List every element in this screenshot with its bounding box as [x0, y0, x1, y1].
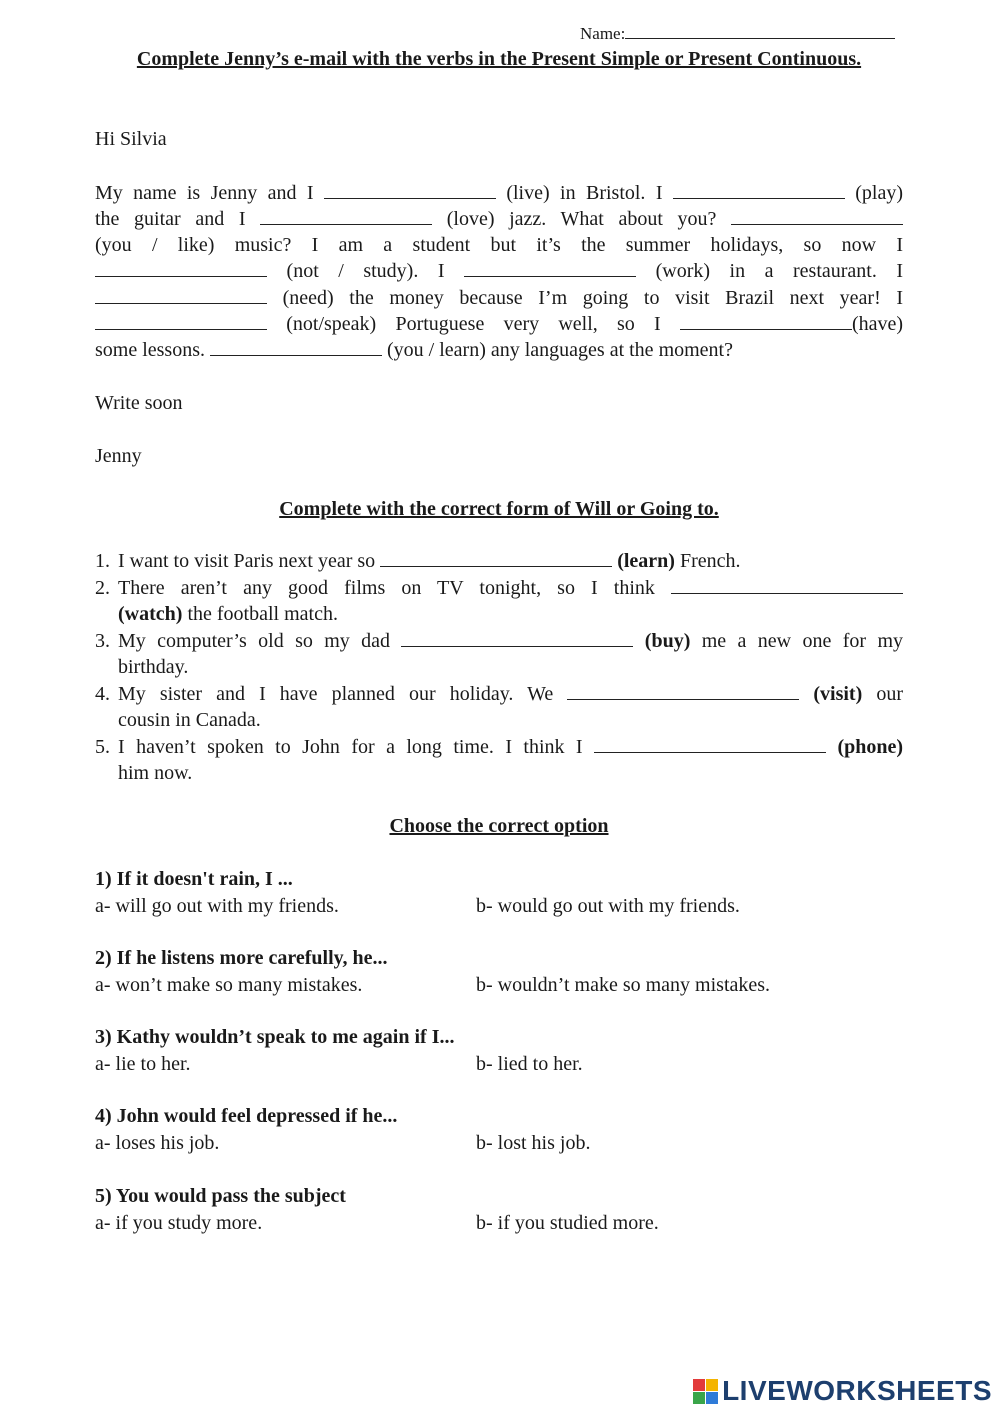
option-4a[interactable]: a- loses his job.	[95, 1132, 220, 1154]
text: (not / study). I	[286, 260, 445, 282]
logo-square	[706, 1379, 718, 1391]
text: our	[876, 683, 903, 705]
blank-work[interactable]	[464, 258, 636, 277]
verb-hint: (visit)	[813, 683, 863, 705]
email-line-2	[95, 206, 903, 232]
blank-you-like[interactable]	[731, 206, 903, 225]
text: him now.	[118, 762, 193, 784]
option-3b[interactable]: b- lied to her.	[476, 1053, 583, 1075]
item-number: 5.	[95, 736, 110, 758]
blank-phone[interactable]	[594, 734, 826, 753]
text: (love) jazz. What about you?	[446, 208, 717, 230]
option-2a[interactable]: a- won’t make so many mistakes.	[95, 974, 363, 996]
option-4b[interactable]: b- lost his job.	[476, 1132, 591, 1154]
text: the guitar and I	[95, 208, 246, 230]
text: French.	[679, 550, 741, 572]
question-2: 2) If he listens more carefully, he...	[95, 947, 388, 969]
blank-learn[interactable]	[380, 548, 612, 567]
blank-you-learn[interactable]	[210, 337, 382, 356]
blank-need[interactable]	[95, 285, 267, 304]
verb-hint: (watch)	[118, 603, 183, 625]
blank-not-study[interactable]	[95, 258, 267, 277]
verb-hint: (buy)	[644, 630, 691, 652]
blank-visit[interactable]	[567, 681, 799, 700]
text: (you / like) music? I am a student but it’s the summer holidays, so now I	[95, 234, 903, 256]
item-number: 4.	[95, 683, 110, 705]
logo-square	[693, 1392, 705, 1404]
text: I want to visit Paris next year so	[118, 550, 376, 572]
logo-square	[693, 1379, 705, 1391]
blank-not-speak[interactable]	[95, 311, 267, 330]
text: birthday.	[118, 656, 189, 678]
email-line-1	[95, 180, 903, 206]
question-5: 5) You would pass the subject	[95, 1185, 346, 1207]
option-2b[interactable]: b- wouldn’t make so many mistakes.	[476, 974, 771, 996]
text: (not/speak) Portuguese very well, so I	[286, 313, 661, 335]
text: I haven’t spoken to John for a long time. I think I	[118, 736, 583, 758]
text: the football match.	[187, 603, 338, 625]
name-field	[580, 22, 895, 44]
closing: Write soon	[95, 392, 183, 414]
email-line-4	[95, 258, 903, 284]
verb-hint: (phone)	[837, 736, 904, 758]
will-item-5	[95, 734, 903, 786]
email-line-6	[95, 311, 903, 337]
item-number: 2.	[95, 577, 110, 599]
option-3a[interactable]: a- lie to her.	[95, 1053, 191, 1075]
section3-title: Choose the correct option	[389, 815, 609, 837]
email-line-5	[95, 285, 903, 311]
text: some lessons.	[95, 339, 205, 361]
logo-square	[706, 1392, 718, 1404]
text: (you / learn) any languages at the moment?	[387, 339, 733, 361]
blank-buy[interactable]	[401, 628, 633, 647]
section2-title: Complete with the correct form of Will or Going to.	[279, 498, 719, 520]
will-item-2	[95, 575, 903, 627]
logo-text: LIVEWORKSHEETS	[722, 1375, 992, 1406]
blank-love[interactable]	[260, 206, 432, 225]
text: There aren’t any good films on TV tonight, so I think	[118, 577, 655, 599]
question-4: 4) John would feel depressed if he...	[95, 1105, 398, 1127]
name-input-line[interactable]	[625, 22, 895, 39]
text: (work) in a restaurant. I	[655, 260, 904, 282]
option-5a[interactable]: a- if you study more.	[95, 1212, 263, 1234]
text: My computer’s old so my dad	[118, 630, 391, 652]
text: cousin in Canada.	[118, 709, 261, 731]
liveworksheets-logo	[693, 1375, 992, 1407]
text: (have)	[851, 313, 904, 335]
text: me a new one for my	[701, 630, 904, 652]
option-1a[interactable]: a- will go out with my friends.	[95, 895, 339, 917]
blank-have[interactable]	[680, 311, 852, 330]
option-1b[interactable]: b- would go out with my friends.	[476, 895, 740, 917]
signature: Jenny	[95, 445, 142, 467]
will-item-3	[95, 628, 903, 680]
item-number: 3.	[95, 630, 110, 652]
item-number: 1.	[95, 550, 110, 572]
option-5b[interactable]: b- if you studied more.	[476, 1212, 659, 1234]
blank-play[interactable]	[673, 180, 845, 199]
section1-title: Complete Jenny’s e-mail with the verbs in the Present Simple or Present Continuous.	[136, 48, 862, 70]
blank-watch[interactable]	[671, 575, 903, 594]
text: My name is Jenny and I	[95, 182, 314, 204]
verb-hint: (learn)	[617, 550, 675, 572]
text: My sister and I have planned our holiday. We	[118, 683, 554, 705]
greeting: Hi Silvia	[95, 128, 167, 150]
name-label: Name:	[580, 24, 626, 43]
email-line-3	[95, 232, 903, 258]
will-item-1	[95, 548, 903, 574]
question-3: 3) Kathy wouldn’t speak to me again if I...	[95, 1026, 455, 1048]
will-item-4	[95, 681, 903, 733]
question-1: 1) If it doesn't rain, I ...	[95, 868, 293, 890]
email-line-7	[95, 337, 903, 363]
blank-live[interactable]	[324, 180, 496, 199]
text: (play)	[855, 182, 904, 204]
text: (live) in Bristol. I	[506, 182, 663, 204]
text: (need) the money because I’m going to visit Brazil next year! I	[282, 287, 903, 309]
logo-squares-icon	[693, 1379, 718, 1404]
